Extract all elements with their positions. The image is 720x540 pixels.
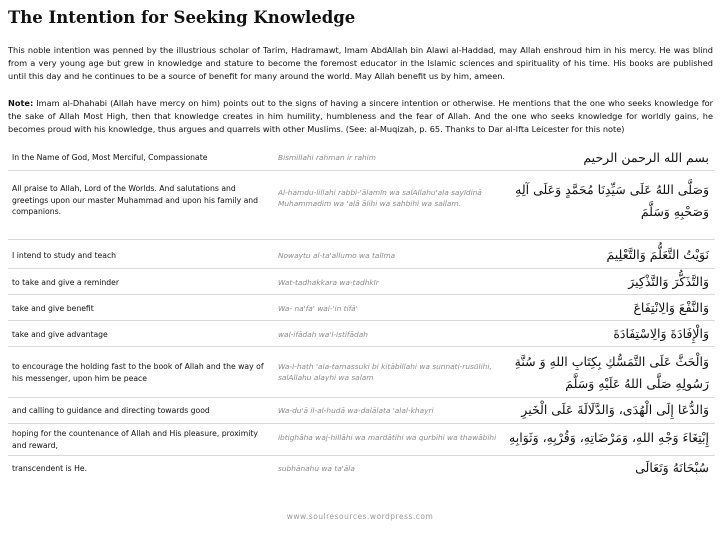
table-row	[8, 347, 715, 398]
arabic-cell: بسم الله الرحمن الرحيم	[583, 150, 709, 165]
table-row	[8, 398, 715, 424]
table-row	[8, 321, 715, 347]
english-cell: and calling to guidance and directing towards good	[12, 406, 210, 415]
english-cell: take and give benefit	[12, 304, 94, 313]
page-title: The Intention for Seeking Knowledge	[8, 8, 356, 27]
transliteration-cell: Al-hamdu-lillahi rabbi-'ālamīn wa salAllahu'ala sayīdinā Muhammadim wa 'alā ālihi wa sahbihi wa sallam.	[278, 188, 482, 208]
transliteration-cell: Nowaytu al-ta'allumo wa talīma	[278, 251, 396, 260]
english-cell: to take and give a reminder	[12, 278, 120, 287]
arabic-cell: وَالدُّعَا إِلَى الْهُدَى، وَالدَّلَالَةَ عَلَى الْخَيرِ	[521, 402, 709, 417]
intro-paragraph: This noble intention was penned by the illustrious scholar of Tarim, Hadramawt, Imam AbdAllah bin Alawi al-Haddad, may Allah enshroud him in his mercy. He was blind from a very young age but grew in knowledge and stature to become the foremost educator in the Islamic sciences and spirituality of his time. His books are published until this day and he continues to be a source of benefit for many around the world. May Allah benefit us by him, ameen.	[8, 45, 713, 81]
english-cell: transcendent is He.	[12, 464, 88, 473]
english-cell: All praise to Allah, Lord of the Worlds. And salutations and greetings upon our master Muhammad and upon his family and companions.	[12, 184, 259, 216]
transliteration-cell: Wa-l-hath 'ala-tamassuki bi kitābillahi wa sunnati-rusūlihi, salAllahu alayhi wa salam	[278, 362, 492, 382]
table-row	[8, 240, 715, 269]
note-text: Imam al-Dhahabi (Allah have mercy on him) points out to the signs of having a sincere intention or otherwise. He mentions that the one who seeks knowledge for the sake of Allah Most High, then that knowledge creates in him humility, humbleness and the fear of Allah. And the one who seeks knowledge for worldly gains, he becomes proud with his knowledge, thus argues and quarrels with other Muslims. (See: al-Muqizah, p. 65. Thanks to Dar al-Ifta Leicester for this note)	[8, 98, 713, 134]
arabic-cell: نَوَيْتُ التَّعَلُّمَ وَالتَّعْلِيمَ	[606, 247, 709, 262]
table-row	[8, 146, 715, 171]
note-label: Note:	[8, 98, 34, 108]
transliteration-cell: Bismillahi rahman ir rahim	[278, 153, 376, 162]
english-cell: hoping for the countenance of Allah and His pleasure, proximity and reward,	[12, 429, 258, 450]
table-row	[8, 171, 715, 240]
arabic-cell: وَصَلَّى اللهُ عَلَى سَيِّدِنَا مُحَمَّدٍ وَعَلَى آلِهِ وَصَحْبِهِ وَسَلَّمَ	[515, 182, 709, 219]
arabic-cell: وَالْحَثَّ عَلَى التَّمَسُّكِ بِكِتَابِ اللهِ وَ سُنَّةِ رَسُولِهِ صَلَّى اللهُ عَلَيْهِ وَسَلَّمَ	[514, 354, 709, 391]
arabic-cell: سُبْحَانَهُ وَتَعَالَى	[635, 460, 709, 475]
english-cell: In the Name of God, Most Merciful, Compassionate	[12, 153, 208, 162]
arabic-cell: وَالتَّذَكُّرَ وَالتَّذْكِيرَ	[628, 274, 709, 289]
table-row	[8, 456, 715, 482]
transliteration-cell: subhānahu wa ta'āla	[278, 464, 355, 473]
transliteration-cell: wal-ifādah wa'l-istifādah	[278, 330, 368, 339]
english-cell: to encourage the holding fast to the book of Allah and the way of his messenger, upon him be peace	[12, 362, 264, 383]
transliteration-cell: Wa- na'fa' wal-'in tifā'	[278, 304, 358, 313]
transliteration-cell: Wat-tadhakkara wa-tadhkīr	[278, 278, 379, 287]
intention-table	[8, 146, 715, 482]
transliteration-cell: ibtighāha waj-hillāhi wa mardātihi wa qurbihi wa thawābihi	[278, 433, 497, 442]
arabic-cell: وَالنَّفْعَ وَالِانْتِفَاعَ	[633, 300, 709, 315]
footer-url[interactable]: www.soulresources.wordpress.com	[286, 512, 434, 521]
english-cell: I intend to study and teach	[12, 251, 117, 260]
arabic-cell: إِبْتِغَاءَ وَجْهِ اللهِ، وَمَرْضَاتِهِ، وَقُرْبِهِ، وَثَوَابِهِ	[509, 430, 709, 445]
table-row	[8, 269, 715, 295]
arabic-cell: وَالْإِفَادَةَ وَالِاسْتِفَادَةَ	[613, 326, 709, 341]
english-cell: take and give advantage	[12, 330, 108, 339]
transliteration-cell: Wa-du'ā il-al-hudā wa-dalālata 'alal-khayri	[278, 406, 434, 415]
note-paragraph	[8, 97, 713, 136]
table-row	[8, 295, 715, 321]
table-row	[8, 424, 715, 456]
